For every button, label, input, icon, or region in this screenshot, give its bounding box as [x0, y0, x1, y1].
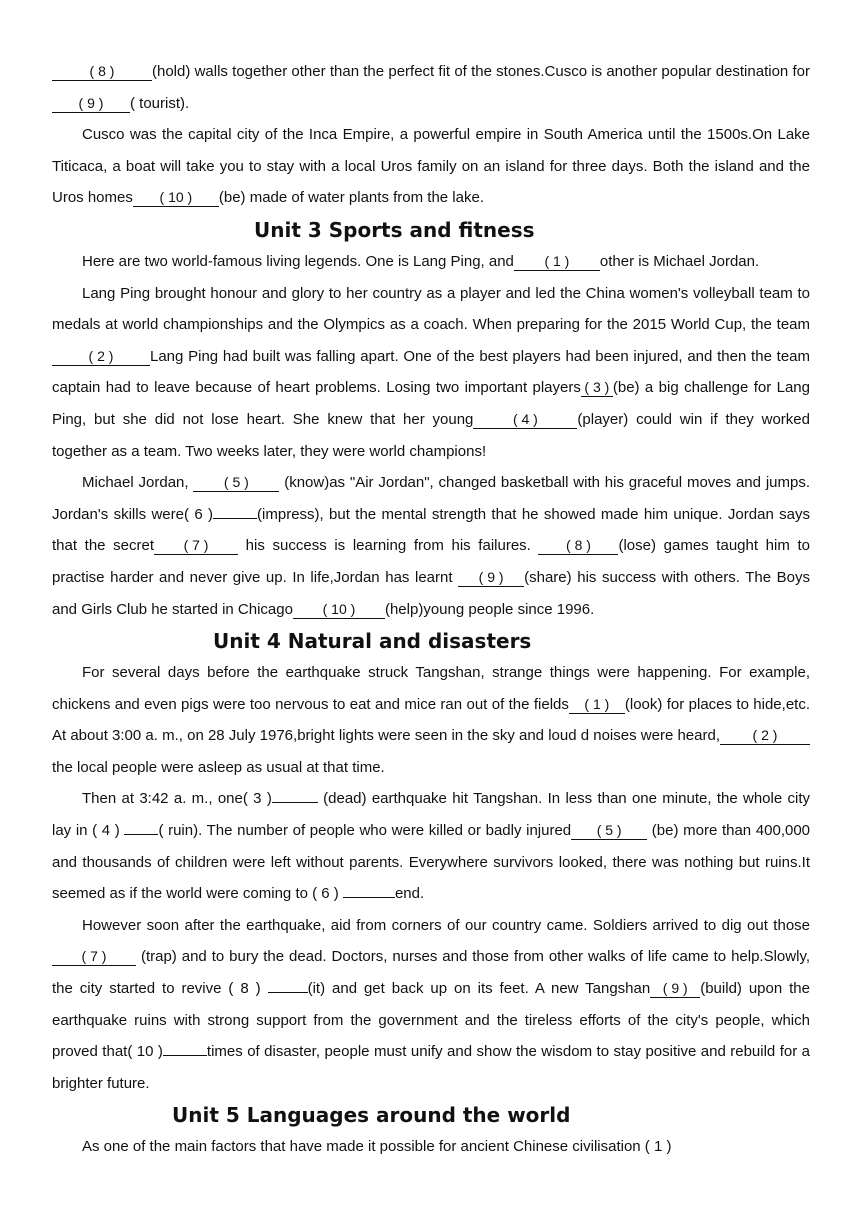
answer-blank[interactable]	[124, 834, 158, 835]
paragraph-text: Michael Jordan,	[82, 474, 194, 492]
paragraph-text: However soon after the earthquake, aid from corners of our country came. Soldiers arrived to dig out those	[82, 916, 810, 934]
paragraph-text: ( 6 )	[312, 885, 343, 903]
paragraph-text: (build) upon the earthquake ruins with strong support from the government and the tireless efforts of the city's people, which proved that	[52, 980, 810, 1061]
paragraph-text: (lose) games taught him to practise harder and never give up. In life,Jordan has learnt	[52, 537, 810, 586]
answer-blank[interactable]: ( 1 )	[569, 695, 625, 714]
answer-blank[interactable]: ( 5 )	[571, 821, 647, 840]
paragraph-text: (know)as "Air Jordan", changed basketball with his graceful moves and jumps. Jordan's skills were	[52, 474, 810, 523]
paragraph-text: Then at 3:42 a. m., one	[82, 790, 243, 808]
paragraph-text: Lang Ping had built was falling apart. One of the best players had been injured, and then the team captain had to leave because of heart problems. Losing two important players	[52, 347, 810, 397]
paragraph-text: (share) his success with others. The Boys and Girls Club he started in Chicago	[52, 568, 810, 618]
unit3-paragraph-1	[52, 246, 810, 278]
unit4-heading: Unit 4 Natural and disasters	[213, 629, 532, 654]
paragraph-text: (help)young people since 1996.	[384, 600, 595, 618]
paragraph-text: ( 6 )	[183, 505, 214, 523]
answer-blank[interactable]: ( 9 )	[52, 94, 130, 113]
answer-blank[interactable]	[343, 897, 395, 898]
paragraph-text: (dead) earthquake hit Tangshan. In less than one minute, the whole city lay in	[52, 790, 810, 840]
unit4-paragraph-1	[52, 657, 810, 783]
paragraph-text: (it) and get back up on its feet. A new Tangshan	[307, 980, 651, 998]
answer-blank[interactable]: ( 5 )	[193, 473, 279, 492]
answer-blank[interactable]: ( 9 )	[458, 568, 524, 587]
intro-paragraph-1	[52, 56, 810, 119]
answer-blank[interactable]	[163, 1055, 207, 1056]
worksheet-page	[52, 56, 810, 1163]
unit3-heading: Unit 3 Sports and fitness	[254, 217, 535, 242]
unit4-paragraph-3	[52, 910, 810, 1100]
paragraph-text: Lang Ping brought honour and glory to her country as a player and led the China women's volleyball team to medals at world championships and the Olympics as a coach. When preparing for the 2015 World Cup, the team	[52, 284, 810, 334]
answer-blank[interactable]	[272, 802, 318, 803]
paragraph-text: As one of the main factors that have made it possible for ancient Chinese civilisation ( 1 )	[82, 1138, 672, 1156]
paragraph-text: (be) made of water plants from the lake.	[218, 189, 484, 207]
paragraph-text: ( ruin). The number of people who were killed or badly injured	[158, 822, 572, 840]
paragraph-text: (hold) walls together other than the perfect fit of the stones.Cusco is another popular destination for	[152, 63, 810, 80]
answer-blank[interactable]: ( 10 )	[293, 600, 385, 619]
paragraph-text: (trap) and to bury the dead. Doctors, nurses and those from other walks of life came to help.Slowly, the city started to revive	[52, 948, 810, 998]
answer-blank[interactable]: ( 4 )	[473, 410, 577, 429]
paragraph-text: Cusco was the capital city of the Inca Empire, a powerful empire in South America until the 1500s.On Lake Titicaca, a boat will take you to stay with a local Uros family on an island for three days. Both the island and the Uros homes	[52, 126, 810, 207]
paragraph-text: ( 3 )	[242, 790, 272, 808]
answer-blank[interactable]: ( 8 )	[538, 536, 618, 555]
answer-blank[interactable]: ( 1 )	[514, 252, 600, 271]
answer-blank[interactable]: ( 10 )	[133, 188, 219, 207]
unit5-paragraph-1	[52, 1131, 810, 1163]
paragraph-text: ( 8 )	[228, 980, 268, 998]
unit3-paragraph-3	[52, 467, 810, 625]
paragraph-text: For several days before the earthquake struck Tangshan, strange things were happening. For example, chickens and even pigs were too nervous to eat and mice ran out of the fields	[52, 664, 810, 713]
intro-paragraph-2	[52, 119, 810, 214]
paragraph-text: Here are two world-famous living legends. One is Lang Ping, and	[82, 252, 514, 270]
answer-blank[interactable]: ( 2 )	[52, 347, 150, 366]
paragraph-text: (be) more than 400,000 and thousands of children were left without parents. Everywhere survivors looked, there was nothing but ruins.It seemed as if the world were coming to	[52, 822, 811, 903]
paragraph-text: his success is learning from his failures.	[238, 537, 539, 555]
paragraph-text: (player) could win if they worked together as a team. Two weeks later, they were world champions!	[52, 410, 810, 460]
answer-blank[interactable]	[213, 518, 257, 519]
paragraph-text: (be) a big challenge for Lang Ping, but she did not lose heart. She knew that her young	[52, 379, 810, 428]
unit5-heading: Unit 5 Languages around the world	[172, 1103, 571, 1128]
answer-blank[interactable]: ( 7 )	[52, 947, 136, 966]
answer-blank[interactable]: ( 9 )	[650, 979, 700, 998]
answer-blank[interactable]: ( 8 )	[52, 62, 152, 81]
answer-blank[interactable]	[268, 992, 308, 993]
paragraph-text: other is Michael Jordan.	[599, 252, 760, 270]
paragraph-text: the local people were asleep as usual at that time.	[52, 758, 385, 776]
paragraph-text: ( 10 )	[127, 1043, 163, 1061]
answer-blank[interactable]: ( 3 )	[581, 378, 613, 397]
paragraph-text: (look) for places to hide,etc. At about 3:00 a. m., on 28 July 1976,bright lights were seen in the sky and loud d noises were heard,	[52, 695, 810, 745]
paragraph-text: end.	[394, 885, 425, 903]
unit4-paragraph-2	[52, 783, 810, 909]
paragraph-text: (impress), but the mental strength that he showed made him unique. Jordan says that the secret	[52, 505, 810, 555]
paragraph-text: ( 4 )	[92, 822, 125, 840]
paragraph-text: times of disaster, people must unify and show the wisdom to stay positive and rebuild for a brighter future.	[52, 1043, 811, 1092]
answer-blank[interactable]: ( 2 )	[720, 726, 810, 745]
paragraph-text: ( tourist).	[130, 94, 190, 112]
unit3-paragraph-2	[52, 278, 810, 468]
answer-blank[interactable]: ( 7 )	[154, 536, 238, 555]
